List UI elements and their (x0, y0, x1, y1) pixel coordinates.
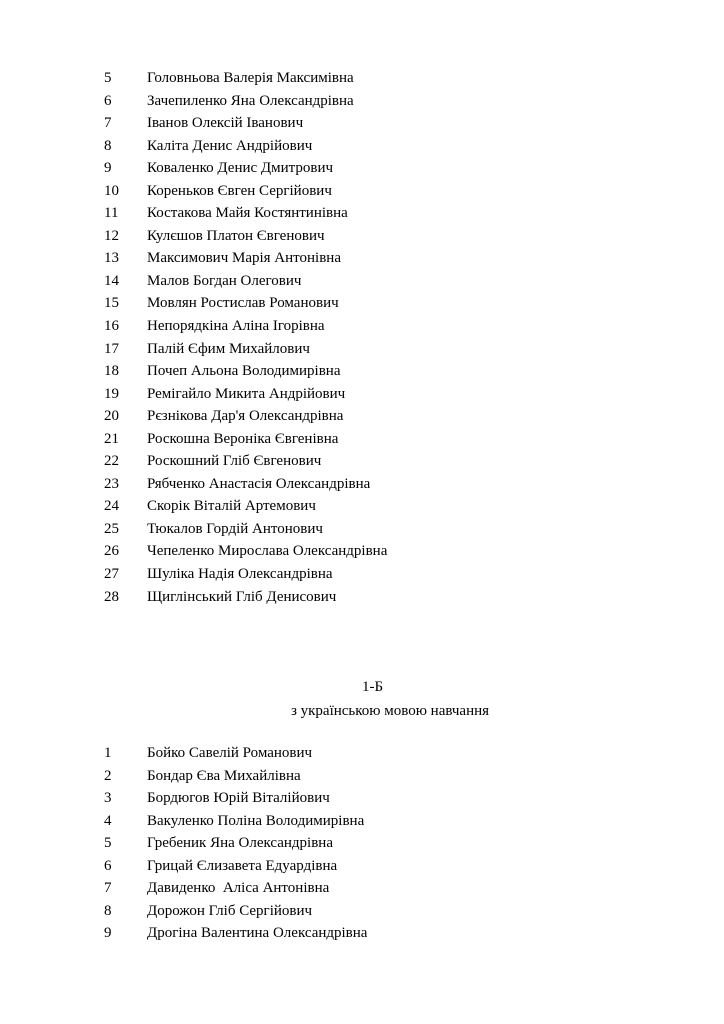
row-number: 4 (104, 812, 112, 829)
student-name: Зачепиленко Яна Олександрівна (147, 92, 354, 109)
student-name: Почеп Альона Володимирівна (147, 363, 341, 380)
list-item (0, 586, 724, 609)
row-number: 7 (104, 880, 112, 897)
list-item (0, 135, 724, 158)
row-number: 9 (104, 925, 112, 942)
student-name: Кулєшов Платон Євгенович (147, 227, 325, 244)
list-item (0, 877, 724, 900)
student-name: Каліта Денис Андрійович (147, 137, 313, 154)
list-item (0, 315, 724, 338)
list-item (0, 832, 724, 855)
row-number: 24 (104, 498, 119, 515)
student-name: Головньова Валерія Максимівна (147, 70, 354, 86)
list-item (0, 405, 724, 428)
row-number: 2 (104, 767, 112, 784)
row-number: 9 (104, 160, 112, 177)
list-item (0, 180, 724, 203)
row-number: 23 (104, 475, 119, 492)
student-name: Коваленко Денис Дмитрович (147, 160, 334, 177)
row-number: 5 (104, 835, 112, 852)
student-name: Палій Єфим Михайлович (147, 340, 310, 357)
list-item (0, 518, 724, 541)
student-name: Шуліка Надія Олександрівна (147, 566, 333, 583)
list-item (0, 383, 724, 406)
student-name: Рябченко Анастасія Олександрівна (147, 475, 371, 492)
student-name: Гребеник Яна Олександрівна (147, 835, 333, 852)
student-name: Щиглінський Гліб Денисович (147, 588, 337, 605)
student-list-previous-class (0, 67, 724, 608)
row-number: 22 (104, 453, 119, 470)
row-number: 8 (104, 902, 112, 919)
row-number: 28 (104, 588, 119, 605)
student-name: Рєзнікова Дар'я Олександрівна (147, 408, 344, 425)
list-item (0, 292, 724, 315)
list-item (0, 922, 724, 945)
row-number: 10 (104, 182, 119, 199)
row-number: 3 (104, 790, 112, 807)
row-number: 21 (104, 430, 119, 447)
student-name: Бордюгов Юрій Віталійович (147, 790, 330, 807)
class-title: 1-Б (362, 679, 384, 695)
student-name: Вакуленко Поліна Володимирівна (147, 812, 365, 829)
class-language-subtitle: з українською мовою навчання (290, 703, 490, 719)
list-item (0, 787, 724, 810)
row-number: 13 (104, 250, 119, 267)
row-number: 18 (104, 363, 119, 380)
list-item (0, 247, 724, 270)
list-item (0, 473, 724, 496)
student-name: Мовлян Ростислав Романович (147, 295, 339, 312)
student-name: Роскошний Гліб Євгенович (147, 453, 322, 470)
row-number: 26 (104, 543, 119, 560)
student-name: Дрогіна Валентина Олександрівна (147, 925, 368, 942)
row-number: 12 (104, 227, 119, 244)
student-name: Скорік Віталій Артемович (147, 498, 316, 515)
student-name: Кореньков Євген Сергійович (147, 182, 332, 199)
student-name: Ремігайло Микита Андрійович (147, 385, 346, 402)
row-number: 19 (104, 385, 119, 402)
student-name: Бондар Єва Михайлівна (147, 767, 301, 784)
student-name: Бойко Савелій Романович (147, 745, 313, 761)
student-name: Малов Богдан Олегович (147, 272, 302, 289)
list-item (0, 563, 724, 586)
student-name: Костакова Майя Костянтинівна (147, 205, 348, 222)
list-item (0, 495, 724, 518)
list-item (0, 338, 724, 361)
row-number: 14 (104, 272, 119, 289)
list-item (0, 67, 724, 90)
row-number: 6 (104, 857, 112, 874)
row-number: 17 (104, 340, 119, 357)
row-number: 15 (104, 295, 119, 312)
list-item (0, 810, 724, 833)
list-item (0, 112, 724, 135)
list-item (0, 90, 724, 113)
list-item (0, 225, 724, 248)
list-item (0, 428, 724, 451)
row-number: 16 (104, 318, 119, 335)
list-item (0, 765, 724, 788)
student-name: Дорожон Гліб Сергійович (147, 902, 313, 919)
student-name: Роскошна Вероніка Євгенівна (147, 430, 339, 447)
student-name: Чепеленко Мирослава Олександрівна (147, 543, 388, 560)
student-name: Давиденко Аліса Антонівна (147, 880, 330, 897)
list-item (0, 742, 724, 765)
row-number: 6 (104, 92, 112, 109)
row-number: 1 (104, 745, 112, 761)
row-number: 27 (104, 566, 119, 583)
row-number: 8 (104, 137, 112, 154)
list-item (0, 157, 724, 180)
row-number: 5 (104, 70, 112, 86)
row-number: 20 (104, 408, 119, 425)
list-item (0, 450, 724, 473)
student-name: Іванов Олексій Іванович (147, 115, 304, 132)
list-item (0, 900, 724, 923)
list-item (0, 270, 724, 293)
row-number: 25 (104, 520, 119, 537)
student-name: Тюкалов Гордій Антонович (147, 520, 323, 537)
row-number: 11 (104, 205, 119, 222)
list-item (0, 202, 724, 225)
student-name: Максимович Марія Антонівна (147, 250, 341, 267)
list-item (0, 540, 724, 563)
student-name: Грицай Єлизавета Едуардівна (147, 857, 338, 874)
list-item (0, 360, 724, 383)
student-list-class-1b (0, 742, 724, 945)
list-item (0, 855, 724, 878)
row-number: 7 (104, 115, 112, 132)
student-name: Непорядкіна Аліна Ігорівна (147, 318, 325, 335)
